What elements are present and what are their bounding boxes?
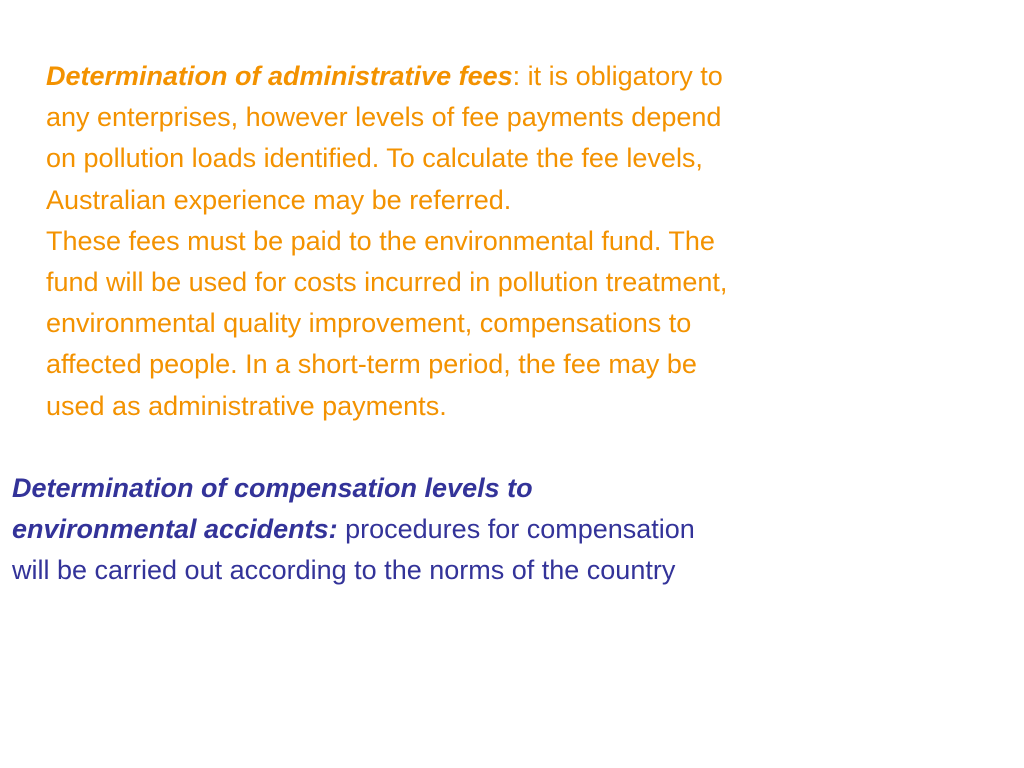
- env-fund-line-1: These fees must be paid to the environmental fund. The: [46, 225, 715, 256]
- env-fund-line-4: affected people. In a short-term period, the fee may be: [46, 349, 697, 380]
- admin-fees-line-3: on pollution loads identified. To calculate the fee levels,: [46, 143, 703, 174]
- compensation-line-2: [12, 509, 912, 550]
- env-fund-line-5: used as administrative payments.: [46, 390, 447, 421]
- compensation-heading-line-1: Determination of compensation levels to: [12, 473, 533, 503]
- env-fund-line-3: environmental quality improvement, compensations to: [46, 308, 692, 339]
- compensation-section: [12, 468, 912, 592]
- admin-fees-text-1: : it is obligatory to: [512, 61, 723, 91]
- compensation-line-3: will be carried out according to the norms of the country: [12, 555, 676, 586]
- compensation-heading-line-2: environmental accidents:: [12, 514, 338, 545]
- admin-fees-line-4: Australian experience may be referred.: [46, 184, 512, 215]
- admin-fees-line-2: any enterprises, however levels of fee payments depend: [46, 102, 722, 133]
- admin-fees-line-1: [46, 56, 946, 97]
- admin-fees-heading: Determination of administrative fees: [46, 61, 513, 91]
- env-fund-line-2: fund will be used for costs incurred in pollution treatment,: [46, 267, 728, 298]
- compensation-text-2: procedures for compensation: [337, 514, 695, 545]
- admin-fees-section: [46, 56, 946, 427]
